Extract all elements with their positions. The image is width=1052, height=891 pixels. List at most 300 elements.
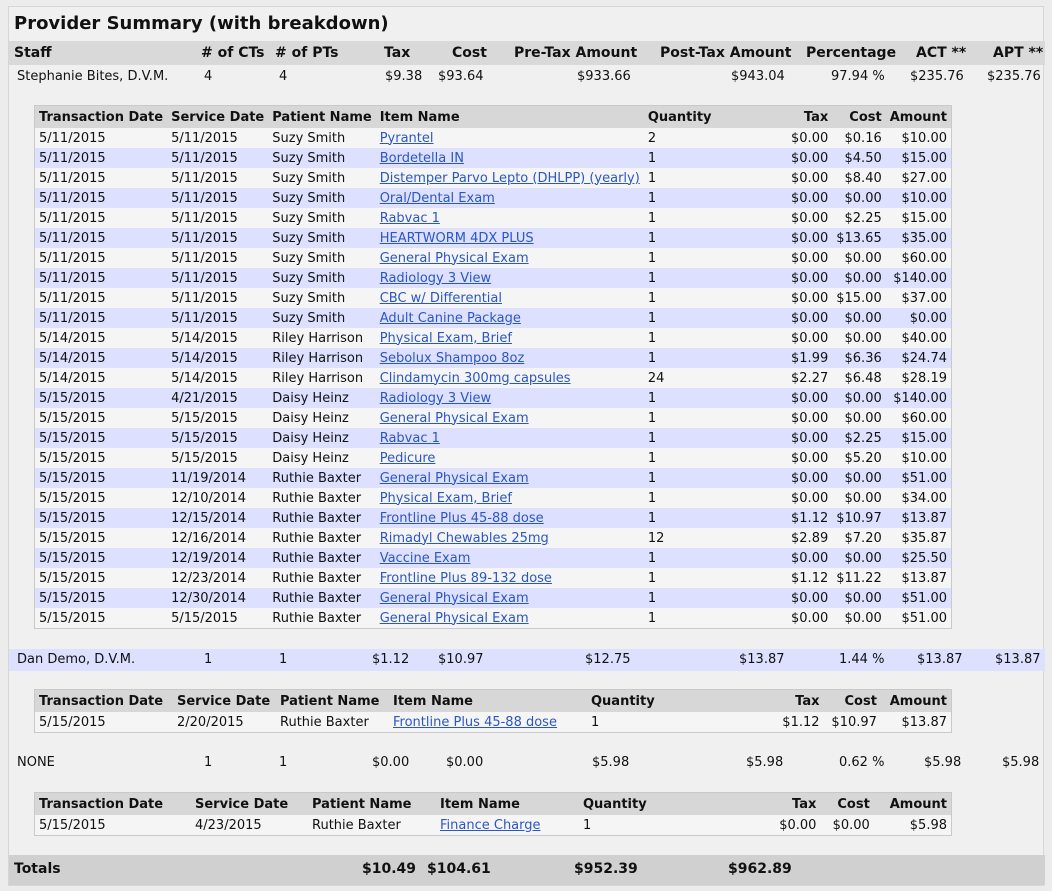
- cell-cost: $0.16: [844, 130, 882, 146]
- cell-transaction-date: 5/15/2015: [35, 588, 168, 608]
- item-link[interactable]: General Physical Exam: [379, 610, 529, 626]
- cell-tax: $1.99: [787, 348, 832, 368]
- cell-amount: $15.00: [886, 428, 952, 448]
- table-row: [35, 815, 952, 836]
- cell-tax: $0.00: [791, 290, 829, 306]
- cell-cost: $0.00: [832, 188, 886, 208]
- item-link[interactable]: Adult Canine Package: [379, 310, 521, 326]
- cell-patient-name: Riley Harrison: [268, 348, 375, 368]
- staff-name: Dan Demo, D.V.M.: [17, 652, 136, 667]
- item-link[interactable]: General Physical Exam: [379, 250, 529, 266]
- cell-tax: $0.00: [787, 468, 832, 488]
- cell-patient-name: Suzy Smith: [272, 250, 346, 266]
- table-row: [35, 408, 952, 428]
- cell-service-date: 12/15/2014: [167, 508, 268, 528]
- cell-amount: $10.00: [886, 188, 952, 208]
- item-link[interactable]: Physical Exam, Brief: [379, 330, 512, 346]
- cell-item-name: [376, 508, 644, 528]
- item-link[interactable]: Pedicure: [379, 450, 436, 466]
- cell-amount: $10.00: [901, 450, 947, 466]
- cell-transaction-date: 5/14/2015: [39, 370, 106, 386]
- cell-quantity: 1: [647, 210, 657, 226]
- header-posttax: Post-Tax Amount: [660, 45, 792, 61]
- tax-value: $1.12: [372, 652, 410, 667]
- col-item-name: Item Name: [376, 106, 644, 129]
- table-row: [35, 468, 952, 488]
- ct-count: 4: [204, 69, 213, 84]
- posttax-value: $13.87: [739, 652, 785, 667]
- cell-amount: $60.00: [901, 250, 947, 266]
- item-link[interactable]: Frontline Plus 45-88 dose: [379, 510, 544, 526]
- cell-service-date: 5/11/2015: [167, 268, 268, 288]
- item-link[interactable]: Oral/Dental Exam: [379, 190, 495, 206]
- cell-cost: $2.25: [832, 428, 886, 448]
- cell-patient-name: Ruthie Baxter: [312, 817, 401, 833]
- cell-amount: $13.87: [901, 570, 947, 586]
- pretax-value: $933.66: [577, 69, 631, 84]
- table-row: [35, 328, 952, 348]
- table-row: [35, 308, 952, 328]
- cell-cost: $0.00: [844, 410, 882, 426]
- cell-service-date: 5/11/2015: [171, 130, 238, 146]
- cell-quantity: 1: [644, 508, 787, 528]
- cell-service-date: 12/19/2014: [167, 548, 268, 568]
- cell-cost: $2.25: [844, 210, 882, 226]
- cell-patient-name: Suzy Smith: [268, 188, 375, 208]
- summary-header-row: [9, 41, 1045, 65]
- cell-patient-name: Ruthie Baxter: [268, 508, 375, 528]
- table-row: [35, 388, 952, 408]
- cell-amount: $13.87: [886, 508, 952, 528]
- cell-transaction-date: 5/11/2015: [35, 188, 168, 208]
- cell-transaction-date: 5/14/2015: [39, 330, 106, 346]
- cell-service-date: 5/11/2015: [171, 250, 238, 266]
- cell-service-date: 11/19/2014: [167, 468, 268, 488]
- cell-transaction-date: 5/11/2015: [39, 250, 106, 266]
- cell-quantity: 12: [647, 530, 665, 546]
- cell-item-name: [376, 568, 644, 588]
- cell-patient-name: Suzy Smith: [272, 130, 346, 146]
- table-row: [35, 288, 952, 308]
- cell-patient-name: Ruthie Baxter: [268, 468, 375, 488]
- cell-cost: $0.00: [832, 588, 886, 608]
- header-tax: Tax: [384, 45, 411, 61]
- cell-tax: $0.00: [791, 330, 829, 346]
- posttax-value: $5.98: [746, 755, 784, 770]
- cost-value: $10.97: [438, 652, 484, 667]
- col-cost: Cost: [824, 690, 881, 713]
- cell-quantity: 1: [644, 348, 787, 368]
- cell-patient-name: Suzy Smith: [268, 148, 375, 168]
- cell-quantity: 24: [647, 370, 665, 386]
- cell-amount: $37.00: [901, 290, 947, 306]
- cell-item-name: [376, 528, 644, 548]
- cell-item-name: [376, 548, 644, 568]
- cell-quantity: 2: [647, 130, 657, 146]
- cell-patient-name: Ruthie Baxter: [268, 548, 375, 568]
- col-service-date: Service Date: [173, 690, 276, 713]
- table-row: [35, 148, 952, 168]
- item-link[interactable]: HEARTWORM 4DX PLUS: [379, 230, 534, 246]
- act-value: $235.76: [910, 69, 964, 84]
- item-link[interactable]: CBC w/ Differential: [379, 290, 502, 306]
- cell-item-name: [376, 368, 644, 388]
- cell-transaction-date: 5/15/2015: [35, 508, 168, 528]
- table-row: [35, 128, 952, 148]
- cost-value: $0.00: [446, 755, 484, 770]
- cell-cost: $0.00: [844, 490, 882, 506]
- cell-service-date: 5/11/2015: [171, 210, 238, 226]
- table-row: [35, 268, 952, 288]
- cell-transaction-date: 5/15/2015: [39, 610, 106, 626]
- cell-transaction-date: 5/15/2015: [35, 548, 168, 568]
- totals-row: [9, 855, 1045, 885]
- cell-tax: $0.00: [791, 250, 829, 266]
- cell-tax: $0.00: [787, 188, 832, 208]
- header-pts: # of PTs: [275, 45, 339, 61]
- cell-item-name: [376, 488, 644, 508]
- cell-cost: $10.97: [832, 508, 886, 528]
- col-tax: Tax: [767, 793, 820, 816]
- cell-transaction-date: 5/15/2015: [39, 817, 106, 833]
- cell-patient-name: Riley Harrison: [272, 330, 364, 346]
- cell-patient-name: Ruthie Baxter: [272, 490, 362, 506]
- col-amount: Amount: [874, 793, 952, 816]
- cell-transaction-date: 5/15/2015: [39, 714, 106, 730]
- cell-item-name: [376, 388, 644, 408]
- cell-quantity: 1: [644, 268, 787, 288]
- apt-value: $235.76: [987, 69, 1041, 84]
- cell-item-name: [376, 188, 644, 208]
- breakdown-header-row: [35, 106, 952, 129]
- cell-tax: $0.00: [787, 548, 832, 568]
- item-link[interactable]: Vaccine Exam: [379, 550, 471, 566]
- table-row: [35, 588, 952, 608]
- item-link[interactable]: Rimadyl Chewables 25mg: [379, 530, 549, 546]
- cell-tax: $0.00: [787, 388, 832, 408]
- item-link[interactable]: Pyrantel: [379, 130, 434, 146]
- cell-service-date: 5/15/2015: [171, 610, 238, 626]
- cell-tax: $0.00: [791, 450, 829, 466]
- cell-quantity: 1: [647, 490, 657, 506]
- cell-service-date: 5/14/2015: [171, 370, 238, 386]
- cell-amount: $25.50: [886, 548, 952, 568]
- ct-count: 1: [204, 755, 213, 770]
- cell-transaction-date: 5/15/2015: [39, 490, 106, 506]
- col-patient-name: Patient Name: [276, 690, 389, 713]
- col-cost: Cost: [820, 793, 873, 816]
- table-row: [35, 228, 952, 248]
- cell-tax: $1.12: [791, 570, 829, 586]
- cell-patient-name: Daisy Heinz: [268, 388, 375, 408]
- cell-quantity: 1: [647, 410, 657, 426]
- cell-cost: $0.00: [832, 468, 886, 488]
- cell-cost: $6.48: [844, 370, 882, 386]
- cell-cost: $5.20: [844, 450, 882, 466]
- cell-cost: $11.22: [836, 570, 882, 586]
- cell-service-date: 5/15/2015: [167, 428, 268, 448]
- item-link[interactable]: Finance Charge: [440, 817, 541, 833]
- cell-service-date: 4/21/2015: [167, 388, 268, 408]
- cell-tax: $0.00: [779, 817, 817, 833]
- pretax-value: $5.98: [592, 755, 630, 770]
- cell-quantity: 1: [647, 250, 657, 266]
- header-cost: Cost: [452, 45, 487, 61]
- cell-tax: $1.12: [787, 508, 832, 528]
- cell-amount: $51.00: [886, 468, 952, 488]
- cell-tax: $0.00: [787, 588, 832, 608]
- act-value: $5.98: [924, 755, 962, 770]
- cell-transaction-date: 5/15/2015: [35, 428, 168, 448]
- cell-item-name: [376, 128, 644, 148]
- cell-service-date: 12/16/2014: [171, 530, 247, 546]
- cell-tax: $0.00: [787, 428, 832, 448]
- cell-patient-name: Ruthie Baxter: [280, 714, 369, 730]
- col-cost: Cost: [832, 106, 886, 129]
- header-staff: Staff: [14, 45, 52, 61]
- tax-value: $0.00: [372, 755, 410, 770]
- table-row: [35, 528, 952, 548]
- cell-tax: $0.00: [791, 410, 829, 426]
- page-title: Provider Summary (with breakdown): [14, 13, 389, 34]
- cell-cost: $0.00: [832, 308, 886, 328]
- cell-amount: $140.00: [886, 268, 952, 288]
- cell-transaction-date: 5/15/2015: [35, 468, 168, 488]
- cell-amount: $15.00: [886, 148, 952, 168]
- cell-patient-name: Riley Harrison: [272, 370, 364, 386]
- cell-patient-name: Suzy Smith: [268, 228, 375, 248]
- cell-transaction-date: 5/15/2015: [39, 570, 106, 586]
- cell-tax: $1.12: [782, 714, 820, 730]
- item-link[interactable]: General Physical Exam: [379, 470, 529, 486]
- cell-patient-name: Suzy Smith: [268, 308, 375, 328]
- cell-patient-name: Suzy Smith: [272, 290, 346, 306]
- cell-amount: $27.00: [901, 170, 947, 186]
- totals-cost: $104.61: [427, 861, 491, 877]
- act-value: $13.87: [917, 652, 963, 667]
- cell-quantity: 1: [647, 290, 657, 306]
- header-act: ACT **: [916, 45, 967, 61]
- cell-amount: $5.98: [909, 817, 947, 833]
- item-link[interactable]: General Physical Exam: [379, 410, 529, 426]
- item-link[interactable]: General Physical Exam: [379, 590, 529, 606]
- cell-tax: $0.00: [787, 148, 832, 168]
- item-link[interactable]: Distemper Parvo Lepto (DHLPP) (yearly): [379, 170, 640, 186]
- cell-tax: $2.89: [791, 530, 829, 546]
- cell-amount: $35.87: [901, 530, 947, 546]
- table-row: [35, 248, 952, 268]
- breakdown-table: [34, 105, 952, 629]
- cell-tax: $0.00: [787, 308, 832, 328]
- col-patient-name: Patient Name: [308, 793, 436, 816]
- cell-item-name: [436, 815, 579, 836]
- totals-posttax: $962.89: [728, 861, 792, 877]
- cell-item-name: [376, 308, 644, 328]
- cell-amount: $0.00: [886, 308, 952, 328]
- pretax-value: $12.75: [585, 652, 631, 667]
- cell-cost: $0.00: [832, 548, 886, 568]
- cell-item-name: [376, 348, 644, 368]
- cell-amount: $24.74: [886, 348, 952, 368]
- cell-transaction-date: 5/14/2015: [35, 348, 168, 368]
- pt-count: 4: [279, 69, 288, 84]
- cell-service-date: 5/11/2015: [167, 188, 268, 208]
- item-link[interactable]: Radiology 3 View: [379, 270, 492, 286]
- cell-cost: $0.00: [844, 610, 882, 626]
- col-transaction-date: Transaction Date: [35, 793, 192, 816]
- item-link[interactable]: Rabvac 1: [379, 210, 440, 226]
- cell-service-date: 5/11/2015: [167, 228, 268, 248]
- cell-patient-name: Suzy Smith: [272, 210, 346, 226]
- cell-amount: $34.00: [901, 490, 947, 506]
- cell-transaction-date: 5/15/2015: [35, 388, 168, 408]
- cell-service-date: 5/15/2015: [171, 450, 238, 466]
- item-link[interactable]: Physical Exam, Brief: [379, 490, 512, 506]
- percentage-value: 1.44 %: [839, 652, 885, 667]
- cell-item-name: [376, 268, 644, 288]
- table-row: [35, 548, 952, 568]
- cell-amount: $15.00: [901, 210, 947, 226]
- cell-transaction-date: 5/15/2015: [39, 530, 106, 546]
- col-quantity: Quantity: [644, 106, 787, 129]
- cell-transaction-date: 5/11/2015: [39, 170, 106, 186]
- percentage-value: 0.62 %: [839, 755, 885, 770]
- cell-item-name: [376, 608, 644, 629]
- cell-tax: $0.00: [791, 210, 829, 226]
- cell-quantity: 1: [644, 548, 787, 568]
- table-row: [35, 568, 952, 588]
- cell-amount: $60.00: [901, 410, 947, 426]
- item-link[interactable]: Frontline Plus 45-88 dose: [393, 714, 557, 730]
- tax-value: $9.38: [385, 69, 423, 84]
- breakdown-header-row: [35, 690, 952, 713]
- posttax-value: $943.04: [731, 69, 785, 84]
- cell-tax: $0.00: [787, 268, 832, 288]
- cell-cost: $0.00: [832, 268, 886, 288]
- cell-service-date: 12/23/2014: [171, 570, 247, 586]
- cell-quantity: 1: [644, 588, 787, 608]
- cell-transaction-date: 5/15/2015: [39, 410, 106, 426]
- cell-tax: $0.00: [791, 490, 829, 506]
- totals-label: Totals: [14, 861, 61, 877]
- item-link[interactable]: Radiology 3 View: [379, 390, 492, 406]
- table-row: [35, 168, 952, 188]
- cell-quantity: 1: [644, 188, 787, 208]
- col-amount: Amount: [881, 690, 952, 713]
- percentage-value: 97.94 %: [831, 69, 885, 84]
- col-service-date: Service Date: [191, 793, 308, 816]
- col-service-date: Service Date: [167, 106, 268, 129]
- cell-quantity: 1: [644, 228, 787, 248]
- cell-item-name: [376, 148, 644, 168]
- cost-value: $93.64: [438, 69, 484, 84]
- col-patient-name: Patient Name: [268, 106, 375, 129]
- cell-item-name: [376, 168, 644, 188]
- table-row: [35, 368, 952, 388]
- totals-tax: $10.49: [362, 861, 417, 877]
- cell-amount: $51.00: [901, 610, 947, 626]
- cell-item-name: [376, 448, 644, 468]
- cell-service-date: 2/20/2015: [177, 714, 244, 730]
- cell-amount: $10.00: [901, 130, 947, 146]
- cell-cost: $10.97: [831, 714, 877, 730]
- cell-item-name: [376, 328, 644, 348]
- cell-cost: $7.20: [844, 530, 882, 546]
- table-row: [35, 448, 952, 468]
- cell-service-date: 5/11/2015: [167, 308, 268, 328]
- pt-count: 1: [279, 652, 288, 667]
- cell-item-name: [376, 588, 644, 608]
- cell-transaction-date: 5/11/2015: [35, 148, 168, 168]
- provider-row: [9, 66, 1045, 88]
- cell-cost: $4.50: [832, 148, 886, 168]
- cell-tax: $0.00: [791, 130, 829, 146]
- cell-service-date: 12/10/2014: [171, 490, 247, 506]
- cell-service-date: 5/14/2015: [167, 348, 268, 368]
- item-link[interactable]: Clindamycin 300mg capsules: [379, 370, 571, 386]
- totals-pretax: $952.39: [574, 861, 638, 877]
- cell-transaction-date: 5/11/2015: [35, 268, 168, 288]
- cell-patient-name: Ruthie Baxter: [272, 530, 362, 546]
- item-link[interactable]: Bordetella IN: [379, 150, 464, 166]
- cell-service-date: 12/30/2014: [167, 588, 268, 608]
- cell-amount: $51.00: [886, 588, 952, 608]
- header-percentage: Percentage: [806, 45, 897, 61]
- col-tax: Tax: [775, 690, 824, 713]
- table-row: [35, 488, 952, 508]
- cell-tax: $0.00: [791, 170, 829, 186]
- cell-item-name: [376, 208, 644, 228]
- cell-item-name: [389, 712, 587, 733]
- col-tax: Tax: [787, 106, 832, 129]
- cell-item-name: [376, 408, 644, 428]
- cell-item-name: [376, 248, 644, 268]
- breakdown-table: [34, 792, 952, 836]
- cell-cost: $0.00: [832, 388, 886, 408]
- cell-cost: $0.00: [844, 250, 882, 266]
- cell-cost: $13.65: [832, 228, 886, 248]
- table-row: [35, 188, 952, 208]
- cell-transaction-date: 5/11/2015: [39, 210, 106, 226]
- col-quantity: Quantity: [579, 793, 767, 816]
- col-item-name: Item Name: [436, 793, 579, 816]
- cell-transaction-date: 5/11/2015: [35, 308, 168, 328]
- cell-tax: $0.00: [791, 610, 829, 626]
- cell-patient-name: Daisy Heinz: [272, 410, 349, 426]
- cell-amount: $40.00: [901, 330, 947, 346]
- table-row: [35, 348, 952, 368]
- col-transaction-date: Transaction Date: [35, 690, 174, 713]
- header-pretax: Pre-Tax Amount: [514, 45, 638, 61]
- ct-count: 1: [204, 652, 213, 667]
- provider-row: [9, 649, 1045, 671]
- cell-service-date: 5/11/2015: [171, 290, 238, 306]
- cell-quantity: 1: [644, 148, 787, 168]
- item-link[interactable]: Rabvac 1: [379, 430, 440, 446]
- cell-service-date: 4/23/2015: [195, 817, 262, 833]
- table-row: [35, 712, 952, 733]
- cell-patient-name: Ruthie Baxter: [272, 570, 362, 586]
- item-link[interactable]: Sebolux Shampoo 8oz: [379, 350, 525, 366]
- cell-patient-name: Ruthie Baxter: [272, 610, 362, 626]
- cell-quantity: 1: [644, 468, 787, 488]
- cell-amount: $13.87: [901, 714, 947, 730]
- cell-transaction-date: 5/11/2015: [39, 290, 106, 306]
- cell-cost: $0.00: [844, 330, 882, 346]
- cell-transaction-date: 5/15/2015: [39, 450, 106, 466]
- item-link[interactable]: Frontline Plus 89-132 dose: [379, 570, 552, 586]
- cell-quantity: 1: [647, 570, 657, 586]
